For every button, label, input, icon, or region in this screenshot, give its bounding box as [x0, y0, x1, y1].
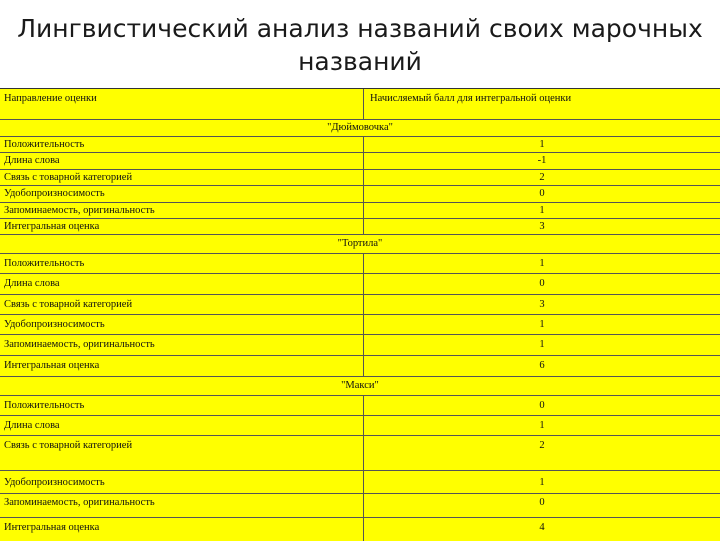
criterion-label: Связь с товарной категорией	[4, 440, 133, 451]
row-line	[0, 152, 720, 153]
criterion-label: Запоминаемость, оригинальность	[4, 205, 155, 216]
score-value: 0	[539, 188, 545, 199]
score-value: 1	[539, 139, 545, 150]
score-value: 1	[539, 420, 545, 431]
criterion-label: Положительность	[4, 258, 85, 269]
criterion-label: Интегральная оценка	[4, 221, 100, 232]
row-line	[0, 169, 720, 170]
score-value: 0	[539, 400, 545, 411]
criterion-label: Интегральная оценка	[4, 522, 100, 533]
criterion-label: Связь с товарной категорией	[4, 299, 133, 310]
slide-title-line-1: Лингвистический анализ названий своих марочных	[17, 14, 703, 43]
header-bottom-line	[0, 119, 720, 120]
section-3-divider	[363, 395, 364, 541]
criterion-label: Длина слова	[4, 155, 60, 166]
row-line	[0, 294, 720, 295]
row-line	[0, 273, 720, 274]
section-title-1: "Дюймовочка"	[327, 122, 393, 133]
score-value: 1	[539, 205, 545, 216]
score-value: 1	[539, 339, 545, 350]
score-value: 3	[539, 299, 545, 310]
criterion-label: Длина слова	[4, 278, 60, 289]
score-value: 2	[539, 440, 545, 451]
row-line	[0, 234, 720, 235]
row-line	[0, 314, 720, 315]
score-value: 6	[539, 360, 545, 371]
criterion-label: Запоминаемость, оригинальность	[4, 497, 155, 508]
row-line	[0, 435, 720, 436]
row-line	[0, 415, 720, 416]
score-value: 0	[539, 497, 545, 508]
criterion-label: Удобопроизносимость	[4, 188, 105, 199]
header-criterion: Направление оценки	[4, 93, 97, 104]
row-line	[0, 493, 720, 494]
row-line	[0, 218, 720, 219]
header-divider	[363, 89, 364, 119]
criterion-label: Запоминаемость, оригинальность	[4, 339, 155, 350]
header-score: Начисляемый балл для интегральной оценки	[370, 93, 572, 104]
row-line	[0, 334, 720, 335]
criterion-label: Удобопроизносимость	[4, 477, 105, 488]
score-value: 4	[539, 522, 545, 533]
slide-title-line-2: названий	[298, 47, 422, 76]
row-line	[0, 376, 720, 377]
section-2-line	[0, 253, 720, 254]
row-line	[0, 517, 720, 518]
criterion-label: Связь с товарной категорией	[4, 172, 133, 183]
criterion-label: Положительность	[4, 139, 85, 150]
section-title-2: "Тортила"	[337, 238, 383, 249]
criterion-label: Длина слова	[4, 420, 60, 431]
section-1-line	[0, 136, 720, 137]
score-value: 0	[539, 278, 545, 289]
section-title-3: "Макси"	[341, 380, 379, 391]
score-value: 2	[539, 172, 545, 183]
score-value: 1	[539, 258, 545, 269]
row-line	[0, 185, 720, 186]
score-value: 1	[539, 477, 545, 488]
row-line	[0, 202, 720, 203]
evaluation-table	[0, 88, 720, 541]
criterion-label: Удобопроизносимость	[4, 319, 105, 330]
score-value: 1	[539, 319, 545, 330]
criterion-label: Положительность	[4, 400, 85, 411]
slide-title	[0, 12, 720, 78]
section-3-line	[0, 395, 720, 396]
score-value: -1	[537, 155, 547, 166]
row-line	[0, 355, 720, 356]
score-value: 3	[539, 221, 545, 232]
criterion-label: Интегральная оценка	[4, 360, 100, 371]
row-line	[0, 470, 720, 471]
